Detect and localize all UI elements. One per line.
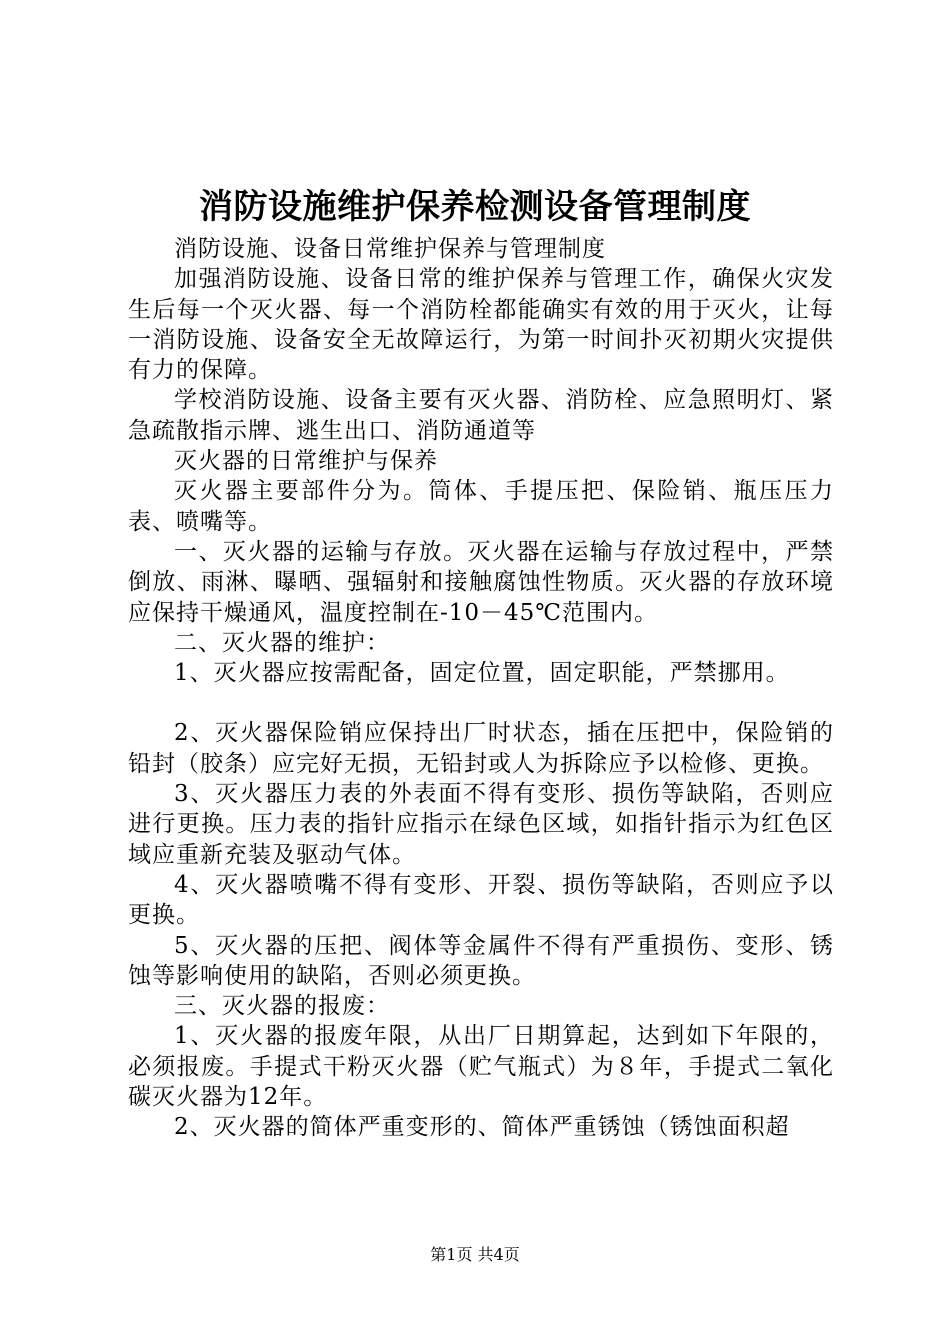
paragraph-intro: 加强消防设施、设备日常的维护保养与管理工作，确保火灾发生后每一个灭火器、每一个消防栓都能确实有效的用于灭火，让每一消防设施、设备安全无故障运行，为第一时间扑灭初期火灾提供有力的保障。 <box>128 266 834 384</box>
paragraph-maintenance-item-2: 2、灭火器保险销应保持出厂时状态，插在压把中，保险销的铅封（胶条）应完好无损，无铅封或人为拆除应予以检修、更换。 <box>128 720 834 777</box>
paragraph-equipment-list: 学校消防设施、设备主要有灭火器、消防栓、应急照明灯、紧急疏散指示牌、逃生出口、消防通道等 <box>128 387 834 444</box>
document-body <box>128 234 834 1143</box>
document-title: 消防设施维护保养检测设备管理制度 <box>199 187 751 227</box>
paragraph-maintenance-item-4: 4、灭火器喷嘴不得有变形、开裂、损伤等缺陷，否则应予以更换。 <box>128 871 834 929</box>
paragraph-subtitle: 消防设施、设备日常维护保养与管理制度 <box>174 236 606 262</box>
page-footer: 第1页 共4页 <box>430 1245 520 1264</box>
paragraph-components: 灭火器主要部件分为。筒体、手提压把、保险销、瓶压压力表、喷嘴等。 <box>128 478 834 535</box>
paragraph-scrap-heading: 三、灭火器的报废： <box>174 993 390 1020</box>
paragraph-transport-storage: 一、灭火器的运输与存放。灭火器在运输与存放过程中，严禁倒放、雨淋、曝晒、强辐射和接触腐蚀性物质。灭火器的存放环境应保持干燥通风，温度控制在-10－45℃范围内。 <box>128 538 834 626</box>
paragraph-section-heading: 灭火器的日常维护与保养 <box>174 448 438 475</box>
paragraph-maintenance-item-1: 1、灭火器应按需配备，固定位置，固定职能，严禁挪用。 <box>174 660 790 687</box>
paragraph-scrap-item-1: 1、灭火器的报废年限，从出厂日期算起，达到如下年限的，必须报废。手提式干粉灭火器（贮气瓶式）为８年，手提式二氧化碳灭火器为12年。 <box>128 1023 834 1111</box>
paragraph-maintenance-heading: 二、灭火器的维护： <box>174 629 390 656</box>
paragraph-scrap-item-2: 2、灭火器的简体严重变形的、简体严重锈蚀（锈蚀面积超 <box>174 1114 790 1141</box>
paragraph-maintenance-item-3: 3、灭火器压力表的外表面不得有变形、损伤等缺陷，否则应进行更换。压力表的指针应指示在绿色区域，如指针指示为红色区域应重新充装及驱动气体。 <box>128 781 834 868</box>
paragraph-maintenance-item-5: 5、灭火器的压把、阀体等金属件不得有严重损伤、变形、锈蚀等影响使用的缺陷，否则必须更换。 <box>128 932 834 989</box>
